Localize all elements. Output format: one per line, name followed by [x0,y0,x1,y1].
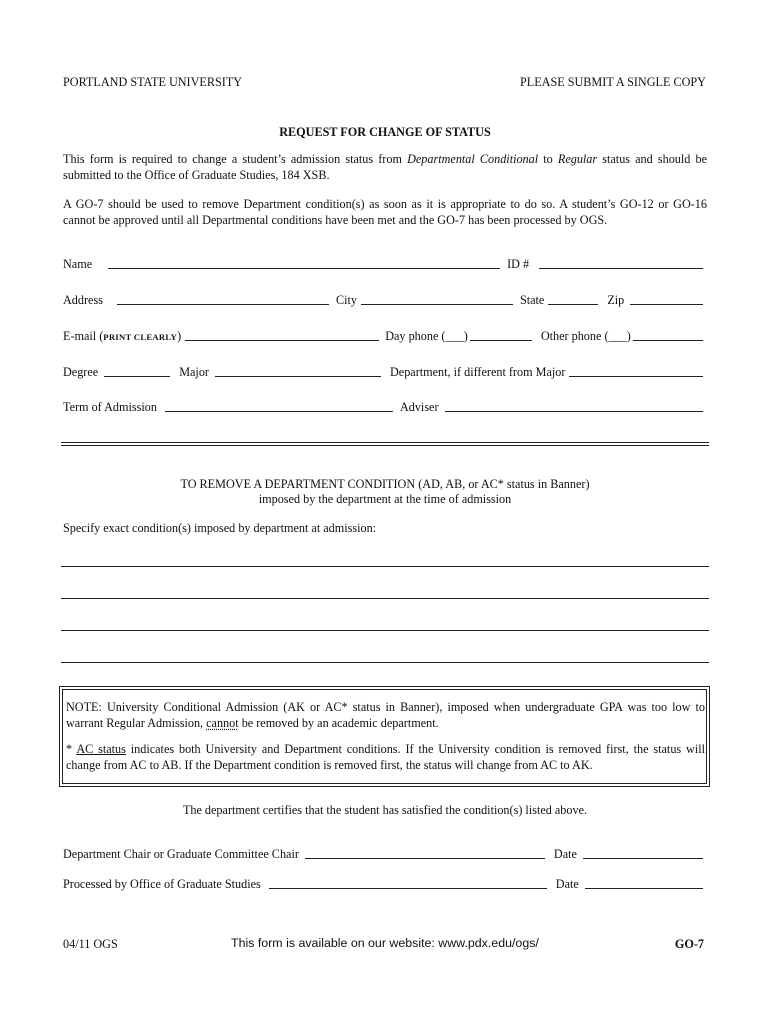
chair-signature-label: Department Chair or Graduate Committee Chair [63,847,299,861]
note-text: NOTE: University Conditional Admission (AK or AC* status in Banner), imposed when undergraduate GPA was too low to warrant Regular Admission, [66,700,705,731]
major-field[interactable] [215,365,381,377]
intro-text: status and should be submitted to the Office of Graduate Studies, 184 XSB. [63,152,708,183]
term-field[interactable] [165,400,393,412]
id-field[interactable] [539,257,703,269]
cannot-emphasis: cannot [206,716,239,731]
department-label: Department, if different from Major [389,365,566,379]
specify-conditions-label: Specify exact condition(s) imposed by department at admission: [63,521,377,535]
processed-label: Processed by Office of Graduate Studies [63,877,261,891]
department-field[interactable] [569,365,703,377]
term-row [63,399,706,415]
website-note: This form is available on our website: www.pdx.edu/ogs/ [231,936,539,950]
state-field[interactable] [548,293,598,305]
print-clearly-note: PRINT CLEARLY [103,332,178,342]
degree-label: Degree [63,365,99,379]
copy-note: PLEASE SUBMIT A SINGLE COPY [519,75,706,89]
name-label: Name [63,257,93,271]
processed-row [63,876,706,892]
address-field[interactable] [117,293,329,305]
condition-subheading: imposed by the department at the time of admission [258,492,512,506]
intro-text: This form is required to change a student’s admission status from [63,152,408,166]
form-id: GO-7 [674,937,704,951]
major-label: Major [179,365,209,379]
email-field[interactable] [185,329,379,341]
zip-field[interactable] [630,293,703,305]
adviser-label: Adviser [399,400,439,414]
contact-row [63,328,706,344]
address-row [63,292,706,308]
intro-paragraph-2: A GO-7 should be used to remove Department condition(s) as soon as it is appropriate to do so. A student’s GO-12 or GO-16 cannot be approved until all Departmental conditions have been met and the GO-7 has been processed by OGS. [63,197,707,228]
form-title: REQUEST FOR CHANGE OF STATUS [279,125,491,139]
processed-signature-field[interactable] [269,877,547,889]
day-phone-field[interactable] [470,329,532,341]
zip-label: Zip [607,293,625,307]
processed-date-label: Date [555,877,579,891]
note-box-inner [62,689,707,784]
name-row [63,256,706,272]
certification-statement: The department certifies that the student has satisfied the condition(s) listed above. [182,803,588,817]
note-paragraph-1 [66,699,705,732]
intro-paragraph-1 [63,151,707,184]
asterisk-mark: * [66,741,77,756]
section-divider-top [61,442,709,443]
note-text: be removed by an academic department. [238,716,439,731]
condition-line-3[interactable] [61,630,709,631]
email-label-close: ) [177,329,182,343]
condition-heading: TO REMOVE A DEPARTMENT CONDITION (AD, AB, or AC* status in Banner) [180,477,590,491]
note-paragraph-2 [66,741,705,774]
condition-line-4[interactable] [61,662,709,663]
state-label: State [519,293,545,307]
chair-date-label: Date [553,847,577,861]
condition-line-2[interactable] [61,598,709,599]
institution-name: PORTLAND STATE UNIVERSITY [63,75,243,89]
email-label-text: E-mail ( [63,329,104,343]
section-divider-bottom [61,445,709,446]
other-phone-label: Other phone (___) [540,329,631,343]
city-label: City [335,293,357,307]
day-phone-label: Day phone (___) [385,329,468,343]
name-field[interactable] [108,257,500,269]
chair-date-field[interactable] [583,847,703,859]
form-revision-code: 04/11 OGS [63,937,118,951]
ac-status-term: AC status [76,741,126,756]
city-field[interactable] [361,293,513,305]
address-label: Address [63,293,103,307]
id-label: ID # [507,257,530,271]
other-phone-field[interactable] [633,329,703,341]
degree-row [63,364,706,380]
term-label: Term of Admission [63,400,157,414]
email-label [63,328,181,344]
chair-signature-field[interactable] [305,847,545,859]
processed-date-field[interactable] [585,877,703,889]
intro-text: to [538,152,558,166]
degree-field[interactable] [104,365,170,377]
note-text: indicates both University and Department conditions. If the University condition is removed first, the status will change from AC to AB. If the Department condition is removed first, the status will change from AC to AK. [66,741,705,773]
departmental-conditional-term: Departmental Conditional [407,152,539,166]
condition-line-1[interactable] [61,566,709,567]
chair-signature-row [63,846,706,862]
note-box [59,686,710,787]
adviser-field[interactable] [445,400,703,412]
regular-term: Regular [557,152,598,166]
